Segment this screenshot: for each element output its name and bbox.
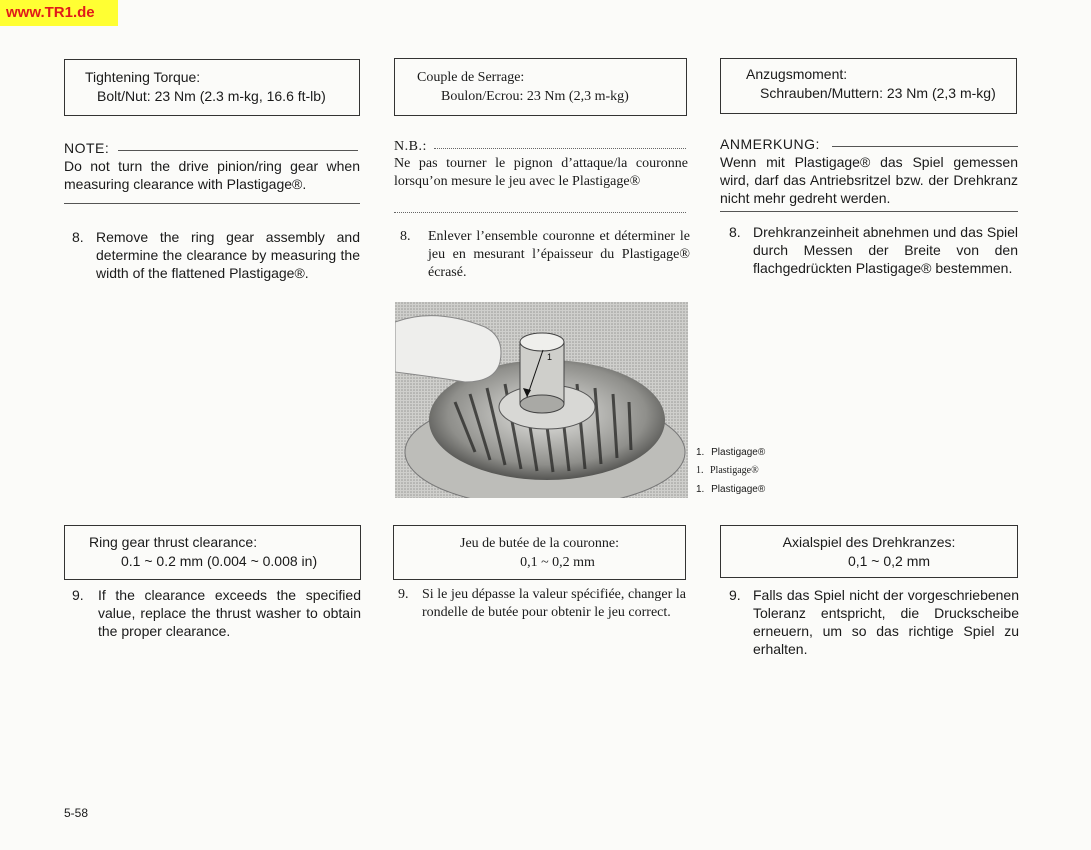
en-step-8 [72,228,362,288]
callout-number: 1. [696,465,704,476]
en-torque-box [64,59,360,116]
fr-thrust-title: Jeu de butée de la couronne: [460,536,619,551]
en-thrust-box [64,525,361,580]
de-step-9 [729,586,1020,666]
en-note-heading: NOTE: [64,140,110,156]
fr-thrust-box [393,525,686,580]
fr-step-8-number: 8. [400,229,411,244]
callout-label: Plastigage® [711,447,766,458]
en-note-text: Do not turn the drive pinion/ring gear when measuring clearance with Plastigage®. [64,158,360,192]
callout-label: Plastigage® [710,465,759,476]
de-step-9-number: 9. [729,587,741,603]
de-step-8-text: Drehkranzeinheit abnehmen und das Spiel durch Messen der Breite von den flachgedrückten Plastigage® bestemmen. [753,224,1018,276]
de-torque-box [720,58,1017,114]
de-note-rule-top [832,146,1018,147]
callout-number: 1. [696,484,705,495]
fr-note-heading: N.B.: [394,139,427,154]
ring-gear-illustration [395,302,688,498]
fr-step-9-text: Si le jeu dépasse la valeur spécifiée, changer la rondelle de butée pour obtenir le jeu correct. [422,587,686,620]
fr-step-8-text: Enlever l’ensemble couronne et déterminer le jeu en mesurant l’épaisseur du Plastigage® écrasé. [428,229,690,280]
de-thrust-value: 0,1 ~ 0,2 mm [847,553,931,569]
fr-note-rule-top [434,148,686,149]
de-step-9-text: Falls das Spiel nicht der vorgeschriebenen Toleranz entspricht, die Druckscheibe erneuern, um so das richtige Spiel zu erhalten. [753,587,1019,657]
en-step-8-number: 8. [72,229,84,245]
callout-label: Plastigage® [711,484,766,495]
figure-callout-fr [696,462,759,480]
de-thrust-box [720,525,1018,578]
en-torque-value: Bolt/Nut: 23 Nm (2.3 m-kg, 16.6 ft-lb) [97,88,326,104]
fr-step-9-number: 9. [398,587,409,602]
ring-gear-photo [395,302,688,498]
en-thrust-value: 0.1 ~ 0.2 mm (0.004 ~ 0.008 in) [121,553,318,569]
en-note-rule-bottom [64,203,360,204]
de-torque-title: Anzugsmoment: [746,66,848,82]
en-step-9-number: 9. [72,587,84,603]
de-step-8 [729,223,1019,283]
fr-note-text: Ne pas tourner le pignon d’attaque/la couronne lorsqu’on mesure le jeu avec le Plastigage® [394,156,688,189]
en-torque-title: Tightening Torque: [85,69,201,85]
fr-torque-box [394,58,687,116]
en-step-8-text: Remove the ring gear assembly and determine the clearance by measuring the width of the flattened Plastigage®. [96,229,360,281]
fr-torque-value: Boulon/Ecrou: 23 Nm (2,3 m-kg) [441,89,629,104]
de-note-text: Wenn mit Plastigage® das Spiel gemessen wird, darf das Antriebsritzel bzw. der Drehkranz nicht mehr gedreht werden. [720,154,1018,206]
figure-callout-de [696,481,765,499]
de-thrust-title: Axialspiel des Drehkranzes: [782,534,956,550]
de-note-rule-bottom [720,211,1018,212]
fr-thrust-value: 0,1 ~ 0,2 mm [520,555,595,570]
page-number: 5-58 [64,806,89,820]
fr-torque-title: Couple de Serrage: [417,70,525,85]
fr-step-8 [400,228,692,288]
figure-callout-en [696,444,765,462]
en-step-9-text: If the clearance exceeds the specified value, replace the thrust washer to obtain the proper clearance. [98,587,361,639]
svg-text:1: 1 [547,352,553,362]
site-banner: www.TR1.de [0,0,118,26]
en-note-rule-top [118,150,358,151]
de-note-heading: ANMERKUNG: [720,136,820,152]
fr-note-rule-bottom [394,212,686,213]
de-step-8-number: 8. [729,224,741,240]
fr-step-9 [398,586,688,646]
en-thrust-title: Ring gear thrust clearance: [89,534,258,550]
callout-number: 1. [696,447,705,458]
en-step-9 [72,586,362,646]
de-torque-value: Schrauben/Muttern: 23 Nm (2,3 m-kg) [760,85,996,101]
